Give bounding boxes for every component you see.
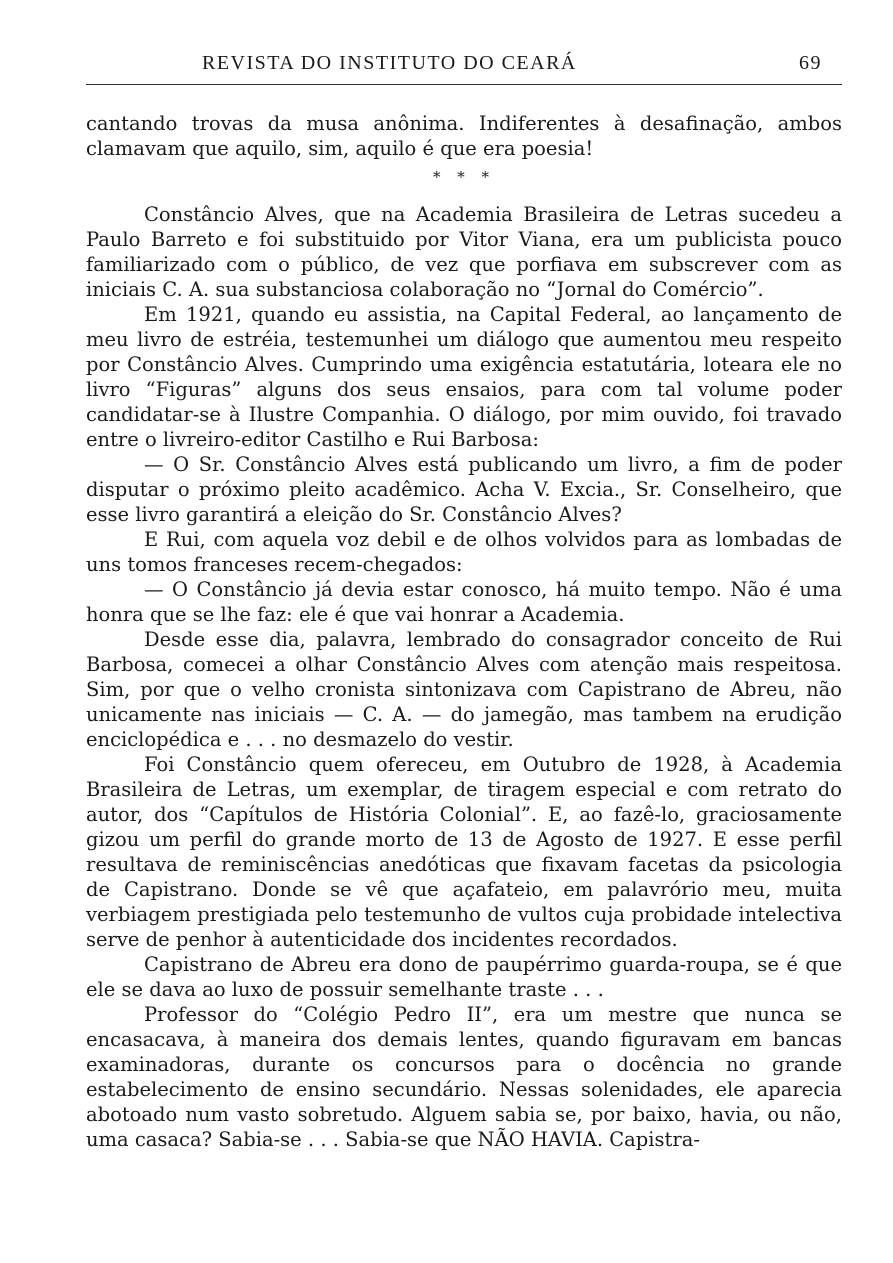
paragraph: Em 1921, quando eu assistia, na Capital Federal, ao lançamento de meu livro de estréia, testemunhei um diálogo que aumentou meu respeito por Constâncio Alves. Cumprindo uma exigência estatutária, loteara ele no livro “Figuras” alguns dos seus ensaios, para com tal volume poder candidatar-se à Ilustre Companhia. O diálogo, por mim ouvido, foi travado entre o livreiro-editor Castilho e Rui Barbosa: [86, 303, 842, 451]
page [86, 44, 842, 1152]
paragraph-dialogue: — O Sr. Constâncio Alves está publicando um livro, a fim de poder disputar o próximo pleito acadêmico. Acha V. Excia., Sr. Conselheiro, que esse livro garantirá a eleição do Sr. Constâncio Alves? [86, 453, 842, 526]
page-number: 69 [799, 52, 822, 74]
paragraph: Desde esse dia, palavra, lembrado do consagrador conceito de Rui Barbosa, comecei a olhar Constâncio Alves com atenção mais respeitosa. Sim, por que o velho cronista sintonizava com Capistrano de Abreu, não unicamente nas iniciais — C. A. — do jamegão, mas tambem na erudição enciclopédica e . . . no desmazelo do vestir. [86, 628, 842, 751]
journal-title: REVISTA DO INSTITUTO DO CEARÁ [202, 52, 577, 74]
paragraph: Constâncio Alves, que na Academia Brasileira de Letras sucedeu a Paulo Barreto e foi substituido por Vitor Viana, era um publicista pouco familiarizado com o público, de vez que porfiava em subscrever com as iniciais C. A. sua substanciosa colaboração no “Jornal do Comércio”. [86, 203, 842, 301]
paragraph: E Rui, com aquela voz debil e de olhos volvidos para as lombadas de uns tomos franceses recem-chegados: [86, 528, 842, 576]
running-header [86, 44, 842, 85]
body-text [86, 111, 842, 1152]
paragraph: Capistrano de Abreu era dono de paupérrimo guarda-roupa, se é que ele se dava ao luxo de possuir semelhante traste . . . [86, 953, 842, 1001]
paragraph-continuation: cantando trovas da musa anônima. Indiferentes à desafinação, ambos clamavam que aquilo, sim, aquilo é que era poesia! [86, 112, 842, 160]
paragraph-dialogue: — O Constâncio já devia estar conosco, há muito tempo. Não é uma honra que se lhe faz: ele é que vai honrar a Academia. [86, 578, 842, 626]
paragraph: Professor do “Colégio Pedro II”, era um mestre que nunca se encasacava, à maneira dos demais lentes, quando figuravam em bancas examinadoras, durante os concursos para o docência no grande estabelecimento de ensino secundário. Nessas solenidades, ele aparecia abotoado num vasto sobretudo. Alguem sabia se, por baixo, havia, ou não, uma casaca? Sabia-se . . . Sabia-se que NÃO HAVIA. Capistra- [86, 1003, 842, 1151]
section-separator: * * * [432, 168, 496, 186]
paragraph: Foi Constâncio quem ofereceu, em Outubro de 1928, à Academia Brasileira de Letras, um exemplar, de tiragem especial e com retrato do autor, dos “Capítulos de História Colonial”. E, ao fazê-lo, graciosamente gizou um perfil do grande morto de 13 de Agosto de 1927. E esse perfil resultava de reminiscências anedóticas que fixavam facetas da psicologia de Capistrano. Donde se vê que açafateio, em palavrório meu, muita verbiagem prestigiada pelo testemunho de vultos cuja probidade intelectiva serve de penhor à autenticidade dos incidentes recordados. [86, 753, 842, 951]
